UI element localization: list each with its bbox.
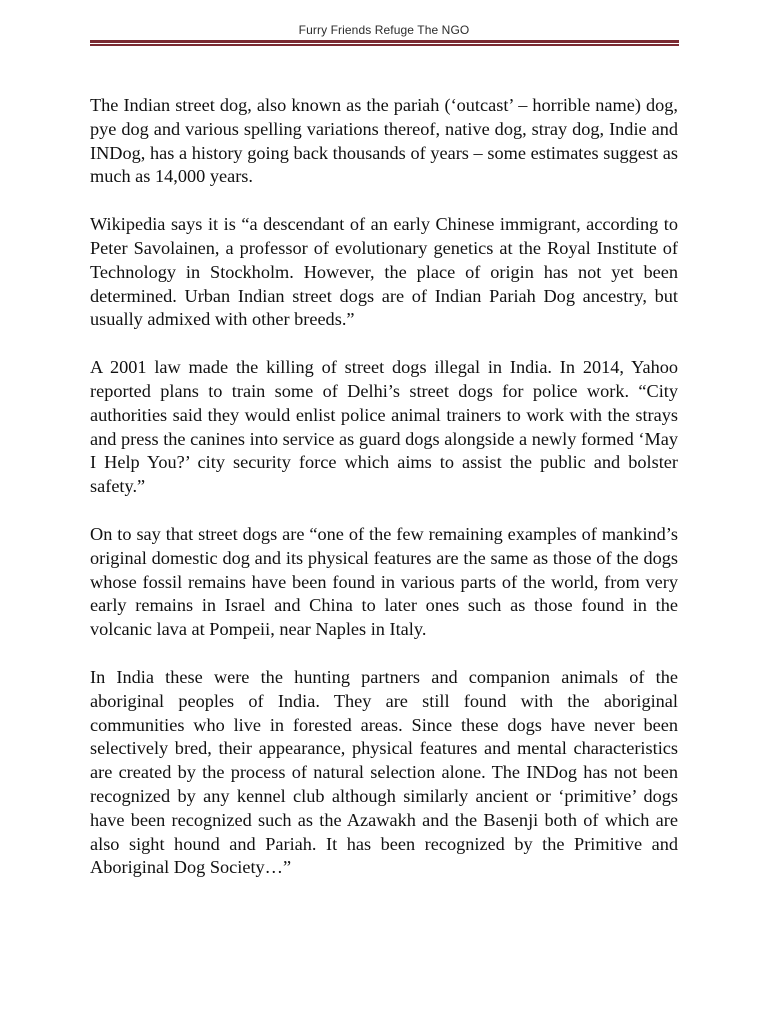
- page-header-title: Furry Friends Refuge The NGO: [298, 23, 470, 37]
- paragraph-1: The Indian street dog, also known as the pariah (‘outcast’ – horrible name) dog, pye dog and various spelling variations thereof, native dog, stray dog, Indie and INDog, has a history going back thousands of years – some estimates suggest as much as 14,000 years.: [90, 95, 678, 187]
- paragraph-2: Wikipedia says it is “a descendant of an early Chinese immigrant, according to Peter Savolainen, a professor of evolutionary genetics at the Royal Institute of Technology in Stockholm. However, the place of origin has not yet been determined. Urban Indian street dogs are of Indian Pariah Dog ancestry, but usually admixed with other breeds.”: [90, 214, 678, 330]
- document-body: [90, 94, 678, 904]
- paragraph-5: In India these were the hunting partners and companion animals of the aboriginal peoples of India. They are still found with the aboriginal communities who live in forested areas. Since these dogs have never been selectively bred, their appearance, physical features and mental characteristics are created by the process of natural selection alone. The INDog has not been recognized by any kennel club although similarly ancient or ‘primitive’ dogs have been recognized such as the Azawakh and the Basenji both of which are also sight hound and Pariah. It has been recognized by the Primitive and Aboriginal Dog Society…”: [90, 666, 678, 878]
- paragraph-3: A 2001 law made the killing of street dogs illegal in India. In 2014, Yahoo reported plans to train some of Delhi’s street dogs for police work. “City authorities said they would enlist police animal trainers to work with the strays and press the canines into service as guard dogs alongside a newly formed ‘May I Help You?’ city security force which aims to assist the public and bolster safety.”: [90, 357, 678, 497]
- header-rule-bottom: [90, 44, 679, 46]
- paragraph-4: On to say that street dogs are “one of the few remaining examples of mankind’s original domestic dog and its physical features are the same as those of the dogs whose fossil remains have been found in various parts of the world, from very early remains in Israel and China to later ones such as those found in the volcanic lava at Pompeii, near Naples in Italy.: [90, 523, 678, 640]
